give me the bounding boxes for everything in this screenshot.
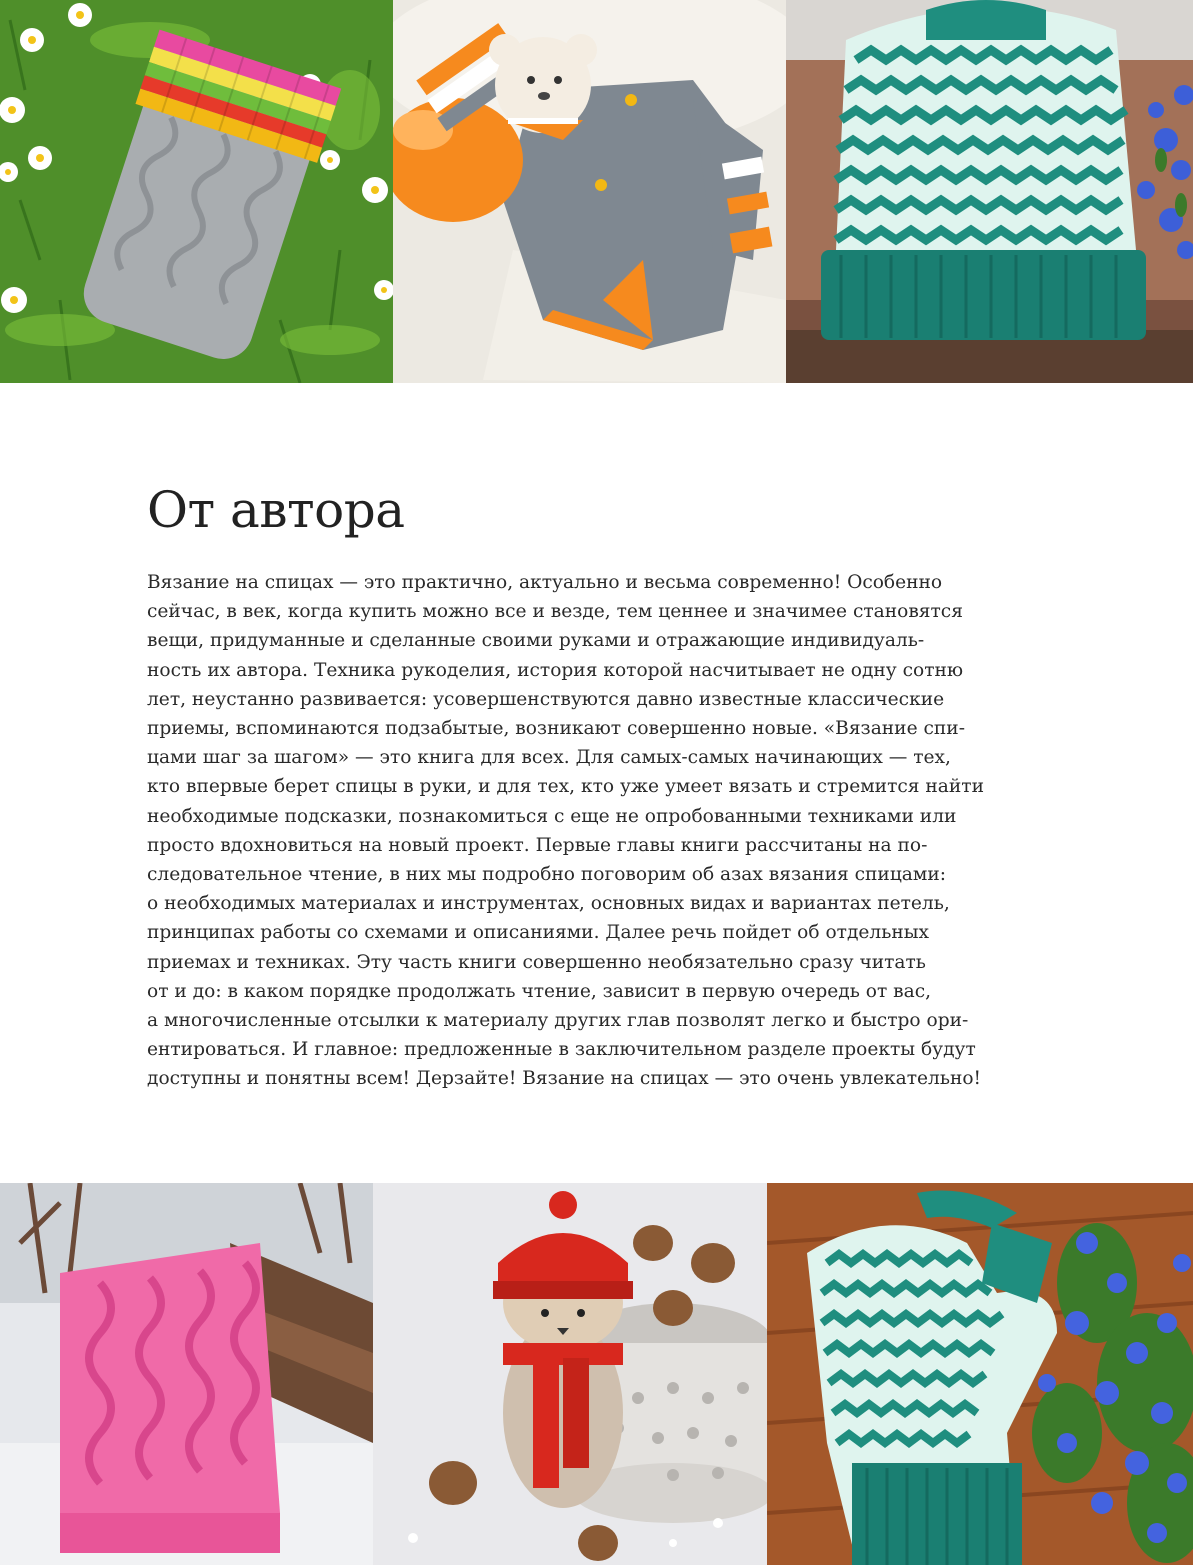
paragraph-line: лет, неустанно развивается: усовершенствуются давно известные классические — [147, 688, 945, 710]
paragraph-line: кто впервые берет спицы в руки, и для тех, кто уже умеет вязать и стремится найти — [147, 776, 984, 798]
paragraph-line: вещи, придуманные и сделанные своими руками и отражающие индивидуаль- — [147, 630, 925, 652]
paragraph-line: принципах работы со схемами и описаниями. Далее речь пойдет об отдельных — [147, 922, 930, 944]
paragraph-line: следовательное чтение, в них мы подробно поговорим об азах вязания спицами: — [147, 864, 946, 886]
paragraph-line: цами шаг за шагом» — это книга для всех. Для самых-самых начинающих — тех, — [147, 747, 951, 769]
paragraph-line: приемы, вспоминаются подзабытые, возникают совершенно новые. «Вязание спи- — [147, 718, 965, 740]
page-title: От автора — [147, 481, 405, 539]
paragraph-line: а многочисленные отсылки к материалу других глав позволят легко и быстро ори- — [147, 1010, 969, 1032]
author-foreword-paragraph — [147, 568, 1047, 1094]
paragraph-line: приемах и техниках. Эту часть книги совершенно необязательно сразу читать — [147, 951, 926, 973]
paragraph-line: о необходимых материалах и инструментах, основных видах и вариантах петель, — [147, 893, 950, 915]
paragraph-line: Вязание на спицах — это практично, актуально и весьма современно! Особенно — [147, 572, 943, 593]
paragraph-line: сейчас, в век, когда купить можно все и везде, тем ценнее и значимее становятся — [147, 601, 963, 623]
paragraph-line: от и до: в каком порядке продолжать чтение, зависит в первую очередь от вас, — [147, 980, 932, 1002]
photo-pink-cable-snood — [0, 1183, 373, 1565]
photo-teal-zigzag-hat — [786, 0, 1193, 383]
photo-teal-zigzag-mittens — [767, 1183, 1193, 1565]
paragraph-line: ность их автора. Техника рукоделия, история которой насчитывает не одну сотню — [147, 659, 964, 681]
paragraph-line: доступны и понятны всем! Дерзайте! Вязание на спицах — это очень увлекательно! — [147, 1068, 982, 1090]
photo-knitted-cat-toy — [373, 1183, 767, 1565]
photo-knitted-phone-case — [0, 0, 393, 383]
paragraph-line: просто вдохновиться на новый проект. Первые главы книги рассчитаны на по- — [147, 834, 928, 856]
paragraph-line: необходимые подсказки, познакомиться с еще не опробованными техниками или — [147, 805, 957, 827]
paragraph-line: ентироваться. И главное: предложенные в заключительном разделе проекты будут — [147, 1039, 976, 1061]
photo-baby-cardigan-with-bear — [393, 0, 786, 383]
